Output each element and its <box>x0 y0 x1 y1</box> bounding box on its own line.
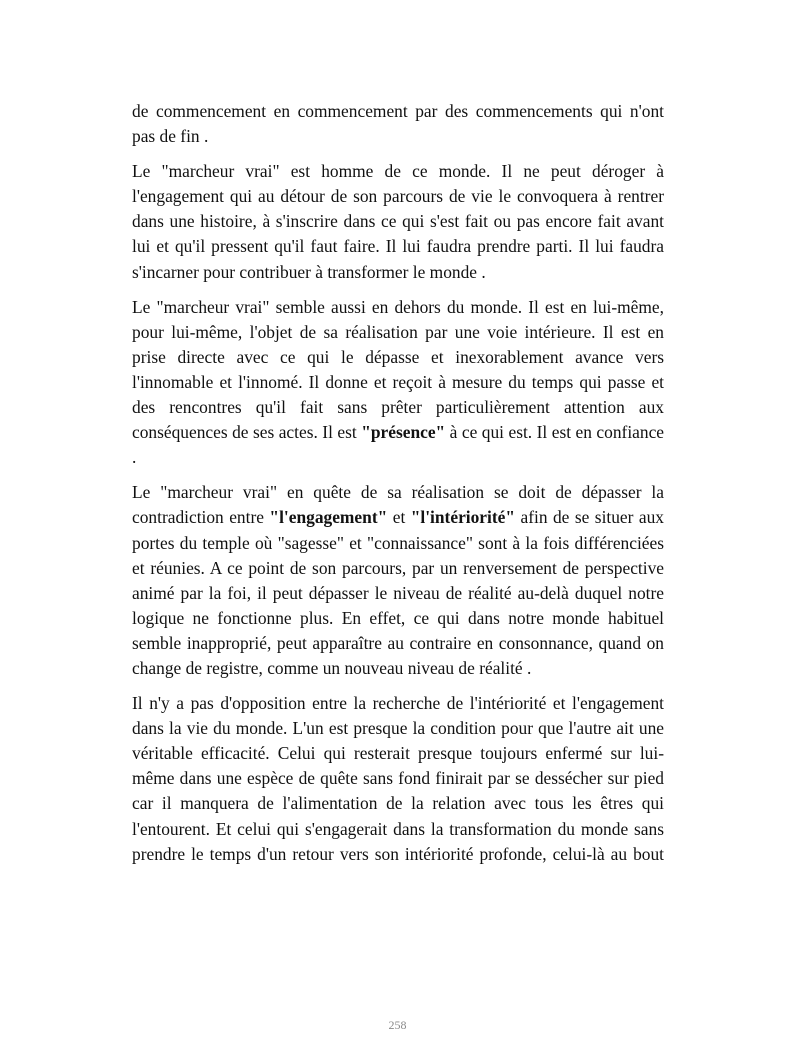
text-segment: Il n'y a pas d'opposition entre la recherche de l'intériorité et l'engagement dans la vie du monde. L'un est presque la condition pour que l'autre ait une véritable efficacité. Celui qui resterait presque toujours enfermé sur lui-même dans une espèce de quête sans fond finirait par se dessécher sur pied car il manquera de l'alimentation de la relation avec tous les êtres qui l'entourent. Et celui qui s'engagerait dans la transformation du monde sans prendre le temps d'un retour vers son intériorité profonde, celui-là au bout <box>132 693 664 864</box>
text-segment: Le "marcheur vrai" semble aussi en dehors du monde. Il est en lui-même, pour lui-même, l'objet de sa réalisation par une voie intérieure. Il est en prise directe avec ce qui le dépasse et inexorablement avance vers l'innomable et l'innomé. Il donne et reçoit à mesure du temps qui passe et des rencontres qu'il fait sans prêter particulièrement attention aux conséquences de ses actes. Il est <box>132 296 664 443</box>
paragraph-3 <box>132 295 664 471</box>
text-segment: afin de se situer aux portes du temple où "sagesse" et "connaissance" sont à la fois différenciées et réunies. A ce point de son parcours, par un renversement de perspective animé par la foi, il peut dépasser le niveau de réalité au-delà duquel notre logique ne fonctionne plus. En effet, ce qui dans notre monde habituel semble inapproprié, peut apparaître au contraire en consonnance, quand on change de registre, comme un nouveau niveau de réalité . <box>132 507 664 678</box>
paragraph-1 <box>132 99 664 149</box>
page-number: 258 <box>388 1018 407 1032</box>
text-segment: Le "marcheur vrai" en quête de sa réalisation se doit de dépasser la contradiction entre <box>132 482 664 528</box>
text-segment: à ce qui est. Il est en confiance . <box>132 422 665 468</box>
emphasis-presence: "présence" <box>361 422 446 443</box>
text-segment: et <box>387 507 411 528</box>
text-segment: de commencement en commencement par des commencements qui n'ont pas de fin . <box>132 101 664 147</box>
emphasis-engagement: "l'engagement" <box>269 507 388 528</box>
paragraph-4 <box>132 480 664 681</box>
emphasis-interiorite: "l'intériorité" <box>410 507 516 528</box>
document-body <box>132 99 664 877</box>
text-segment: Le "marcheur vrai" est homme de ce monde. Il ne peut déroger à l'engagement qui au détour de son parcours de vie le convoquera à rentrer dans une histoire, à s'inscrire dans ce qui s'est fait ou pas encore fait avant lui et qu'il pressent qu'il faut faire. Il lui faudra prendre parti. Il lui faudra s'incarner pour contribuer à transformer le monde . <box>132 161 664 282</box>
paragraph-5 <box>132 691 664 867</box>
paragraph-2 <box>132 159 664 284</box>
